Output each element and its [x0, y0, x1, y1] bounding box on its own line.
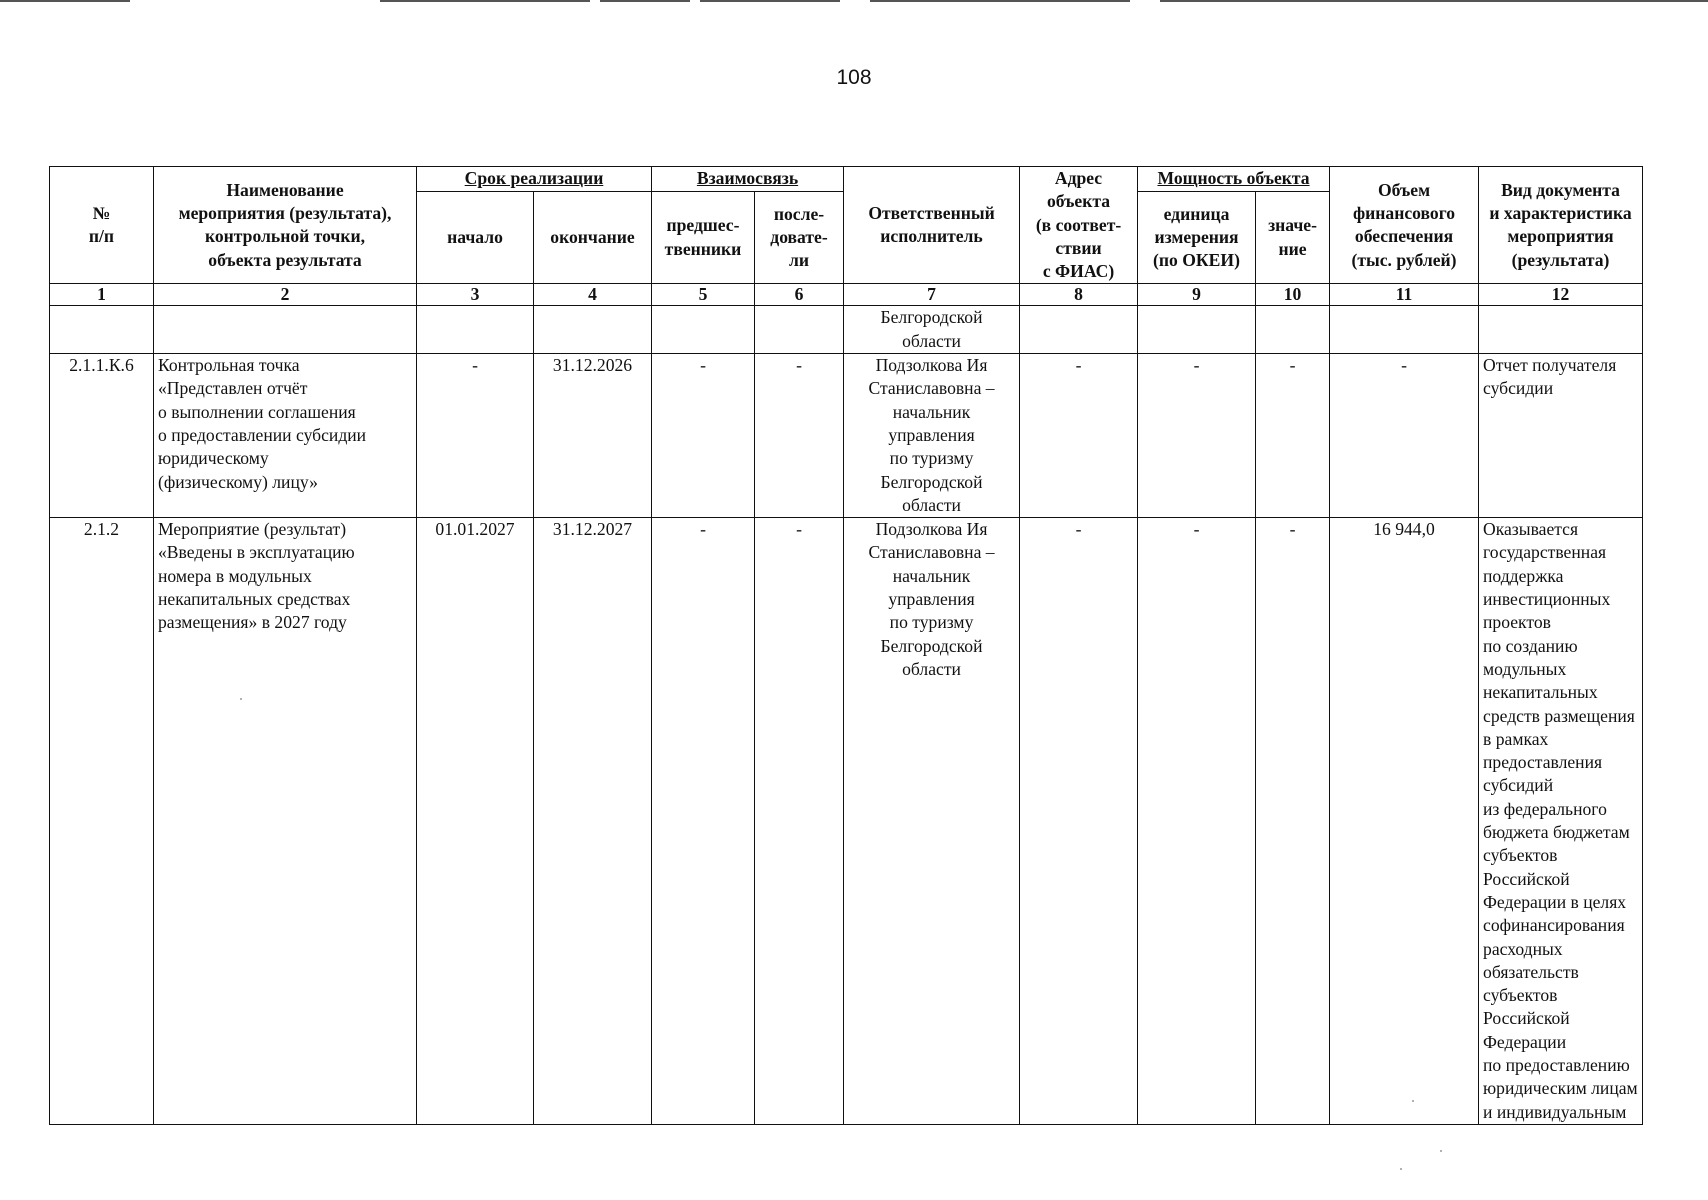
cell-num [50, 306, 154, 354]
column-number: 8 [1020, 284, 1138, 306]
header-responsible: Ответственный исполнитель [844, 167, 1020, 284]
column-number: 2 [154, 284, 417, 306]
column-number: 4 [534, 284, 652, 306]
cell-unit: - [1138, 518, 1256, 1125]
header-address: Адрес объекта (в соответ- ствии с ФИАС) [1020, 167, 1138, 284]
cell-prev: - [652, 518, 755, 1125]
header-name: Наименование мероприятия (результата), контрольной точки, объекта результата [154, 167, 417, 284]
cell-start [417, 306, 534, 354]
cell-doc: Отчет получателя субсидии [1479, 354, 1643, 518]
header-link-prev: предшес- твенники [652, 191, 755, 284]
cell-prev [652, 306, 755, 354]
header-link: Взаимосвязь [652, 167, 844, 192]
scan-speck [1412, 1100, 1414, 1102]
header-capacity-value: значе- ние [1256, 191, 1330, 284]
cell-value [1256, 306, 1330, 354]
scan-speck [1400, 1168, 1402, 1170]
scan-speck [1440, 1150, 1442, 1152]
column-number: 3 [417, 284, 534, 306]
cell-responsible: Подзолкова Ия Станиславовна – начальник управления по туризму Белгородской области [844, 354, 1020, 518]
cell-end: 31.12.2027 [534, 518, 652, 1125]
column-number: 12 [1479, 284, 1643, 306]
cell-responsible: Подзолкова Ия Станиславовна – начальник управления по туризму Белгородской области [844, 518, 1020, 1125]
cell-value: - [1256, 354, 1330, 518]
cell-end [534, 306, 652, 354]
cell-unit: - [1138, 354, 1256, 518]
cell-address: - [1020, 518, 1138, 1125]
header-capacity-unit: единица измерения (по ОКЕИ) [1138, 191, 1256, 284]
table-row [50, 306, 1643, 354]
cell-finance: - [1330, 354, 1479, 518]
cell-name [154, 306, 417, 354]
table-row [50, 518, 1643, 1125]
cell-next: - [755, 354, 844, 518]
cell-responsible: Белгородской области [844, 306, 1020, 354]
cell-value: - [1256, 518, 1330, 1125]
column-number: 7 [844, 284, 1020, 306]
cell-prev: - [652, 354, 755, 518]
cell-doc [1479, 306, 1643, 354]
column-number: 6 [755, 284, 844, 306]
header-num: № п/п [50, 167, 154, 284]
page-number: 108 [836, 66, 872, 89]
cell-name: Мероприятие (результат) «Введены в эксплуатацию номера в модульных некапитальных средствах размещения» в 2027 году [154, 518, 417, 1125]
cell-next [755, 306, 844, 354]
cell-unit [1138, 306, 1256, 354]
cell-finance [1330, 306, 1479, 354]
cell-num: 2.1.1.К.6 [50, 354, 154, 518]
cell-name: Контрольная точка «Представлен отчёт о выполнении соглашения о предоставлении субсидии юридическому (физическому) лицу» [154, 354, 417, 518]
column-number: 10 [1256, 284, 1330, 306]
header-doc-type: Вид документа и характеристика мероприятия (результата) [1479, 167, 1643, 284]
table-row [50, 354, 1643, 518]
table-body [50, 306, 1643, 1124]
cell-end: 31.12.2026 [534, 354, 652, 518]
header-finance: Объем финансового обеспечения (тыс. рублей) [1330, 167, 1479, 284]
cell-address: - [1020, 354, 1138, 518]
cell-next: - [755, 518, 844, 1125]
cell-num: 2.1.2 [50, 518, 154, 1125]
cell-start: 01.01.2027 [417, 518, 534, 1125]
cell-finance: 16 944,0 [1330, 518, 1479, 1125]
header-period: Срок реализации [417, 167, 652, 192]
column-number: 11 [1330, 284, 1479, 306]
column-number-row [50, 284, 1643, 306]
scan-top-edge [0, 0, 1708, 4]
table-header [50, 167, 1643, 306]
cell-start: - [417, 354, 534, 518]
scan-speck [240, 698, 242, 700]
header-period-end: окончание [534, 191, 652, 284]
events-table [49, 166, 1643, 1125]
column-number: 5 [652, 284, 755, 306]
cell-doc: Оказывается государственная поддержка инвестиционных проектов по созданию модульных некапитальных средств размещения в рамках предоставления субсидий из федерального бюджета бюджетам субъектов Российской Федерации в целях софинансирования расходных обязательств субъектов Российской Федерации по предоставлению юридическим лицам и индивидуальным [1479, 518, 1643, 1125]
header-period-start: начало [417, 191, 534, 284]
column-number: 1 [50, 284, 154, 306]
header-link-next: после- довате- ли [755, 191, 844, 284]
header-capacity: Мощность объекта [1138, 167, 1330, 192]
cell-address [1020, 306, 1138, 354]
column-number: 9 [1138, 284, 1256, 306]
